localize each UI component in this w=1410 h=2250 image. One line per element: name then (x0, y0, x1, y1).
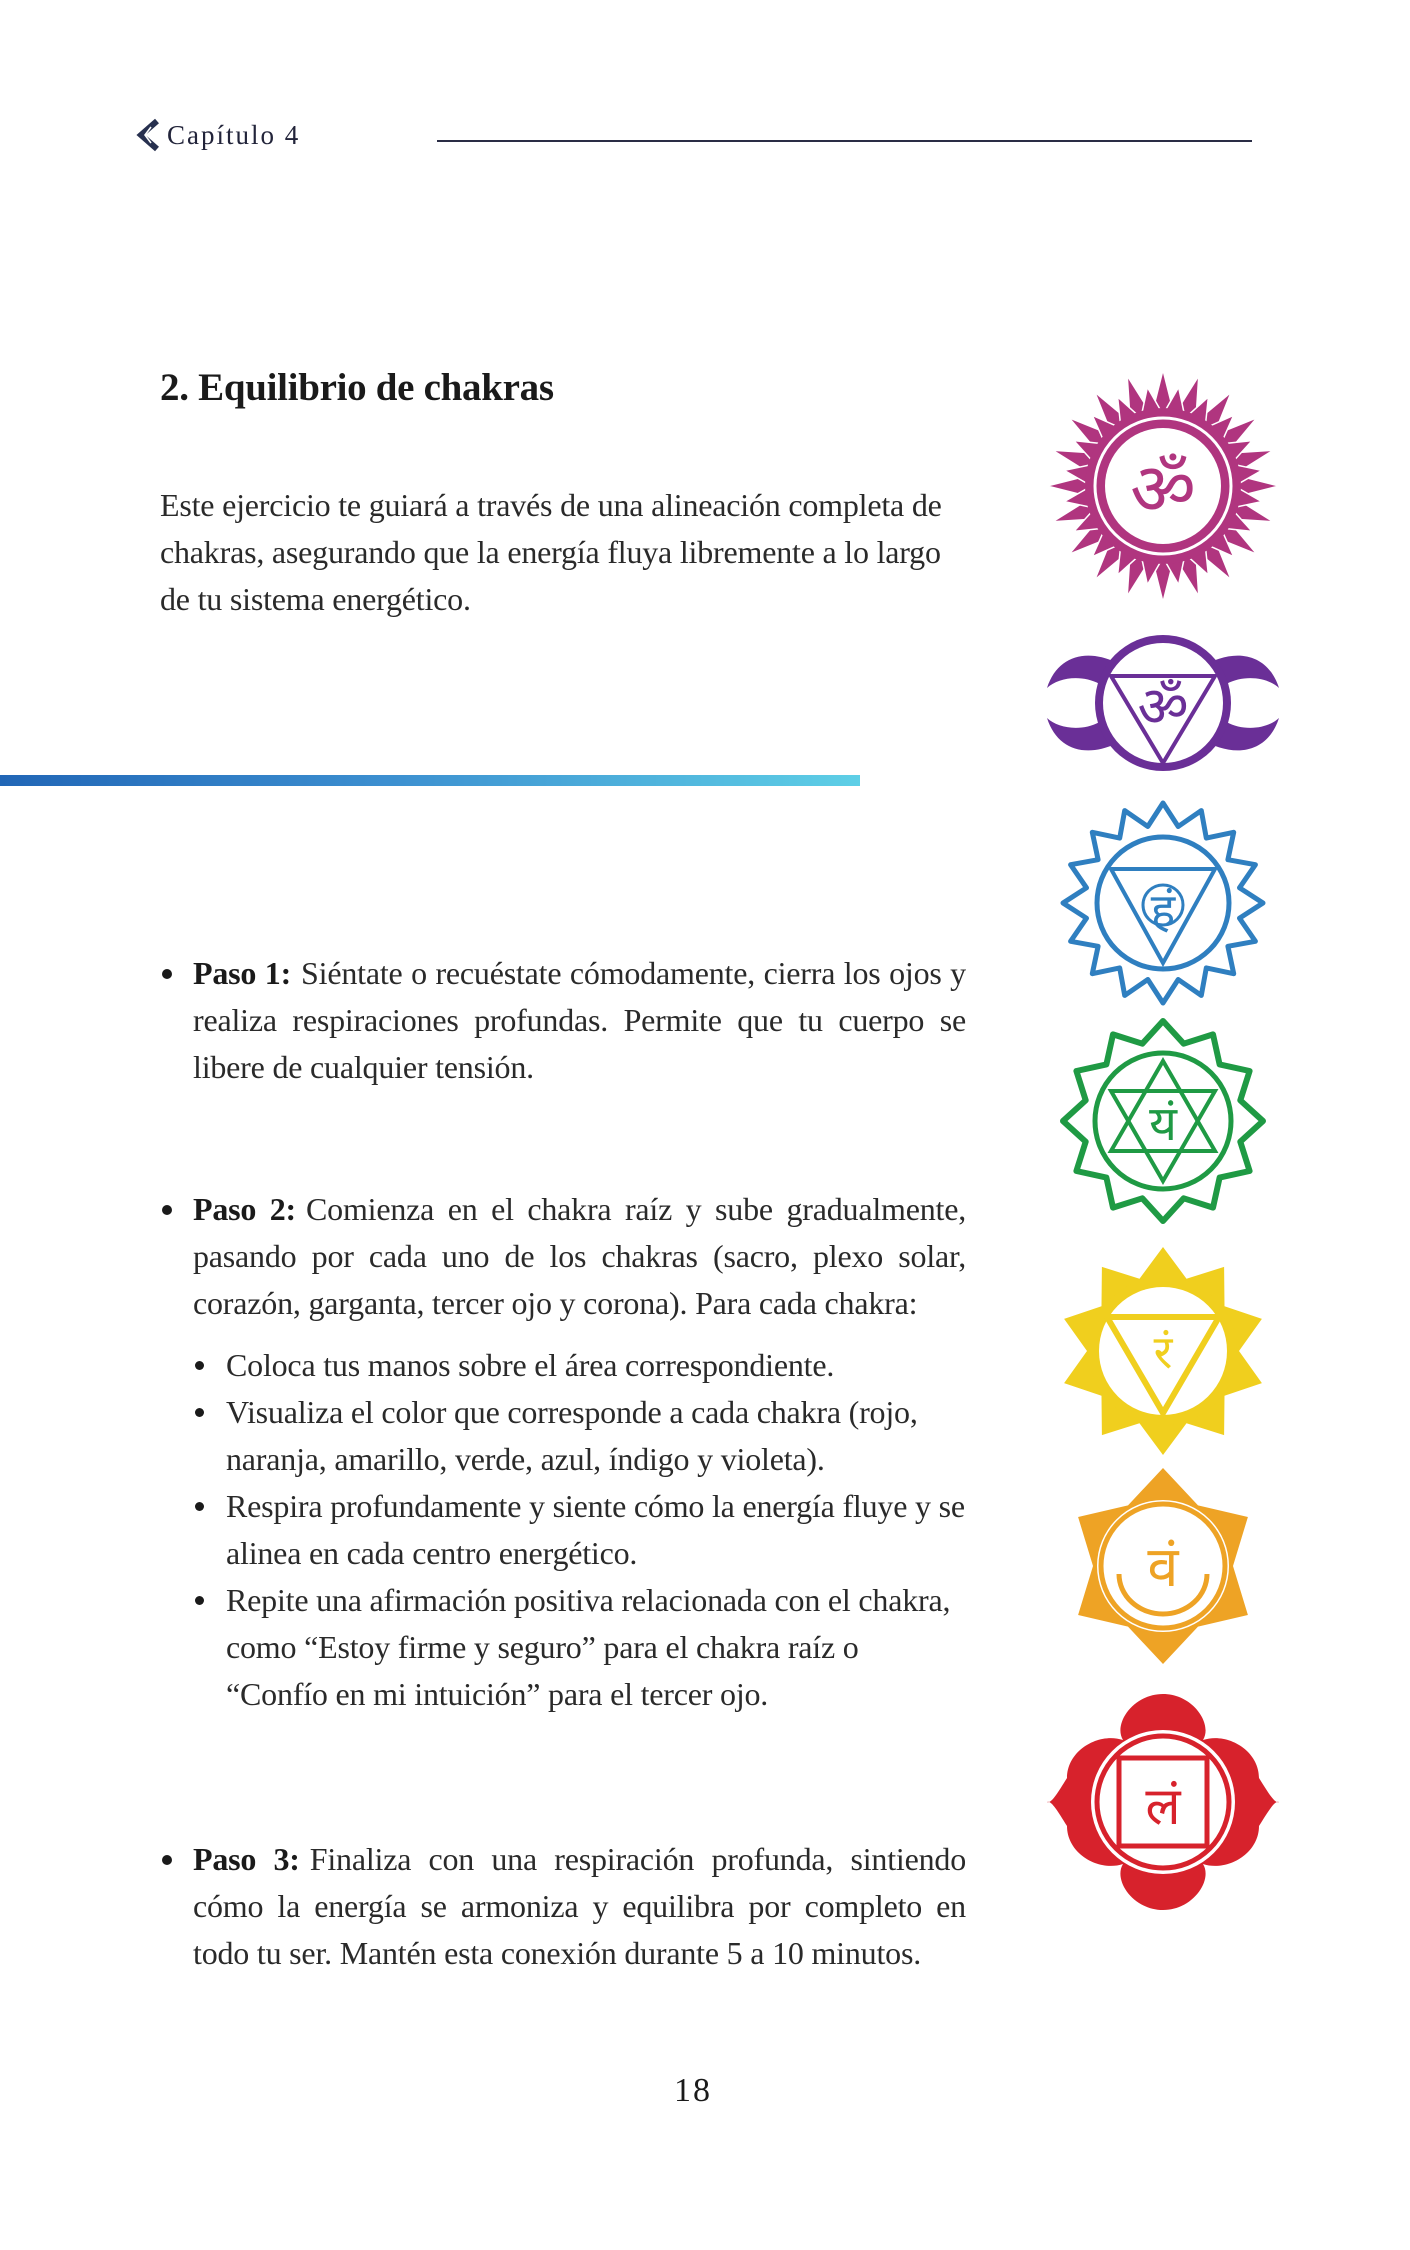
crown-glyph: ॐ (1130, 447, 1196, 531)
steps-list (160, 950, 966, 1977)
step-3 (160, 1836, 966, 1977)
step-2-label: Paso 2: (193, 1191, 297, 1227)
substep-1: Coloca tus manos sobre el área correspondiente. (193, 1342, 966, 1389)
root-chakra-icon (1043, 1684, 1283, 1914)
third-eye-glyph: ॐ (1137, 675, 1189, 740)
gradient-divider (0, 775, 860, 786)
throat-glyph: हं (1150, 883, 1176, 937)
step-2-substeps (193, 1342, 966, 1718)
section-title: 2. Equilibrio de chakras (160, 366, 554, 409)
page-number: 18 (674, 2072, 712, 2109)
intro-paragraph: Este ejercicio te guiará a través de una alineación completa de chakras, asegurando que la energía fluya libremente a lo largo de tu sistema energético. (160, 487, 942, 617)
header-divider (437, 140, 1252, 142)
step-2-text: Comienza en el chakra raíz y sube gradualmente, pasando por cada uno de los chakras (sacro, plexo solar, corazón, garganta, tercer ojo y corona). Para cada chakra: (193, 1191, 966, 1321)
step-3-label: Paso 3: (193, 1841, 300, 1877)
chapter-header (133, 118, 300, 152)
step-2 (160, 1186, 966, 1718)
solar-plexus-chakra-icon (1043, 1246, 1283, 1456)
root-glyph: लं (1145, 1777, 1181, 1837)
chevron-left-icon (133, 118, 163, 152)
crown-chakra-icon (1043, 366, 1283, 606)
substep-3: Respira profundamente y siente cómo la energía fluye y se alinea en cada centro energético. (193, 1483, 966, 1577)
step-1-text: Siéntate o recuéstate cómodamente, cierra los ojos y realiza respiraciones profundas. Permite que tu cuerpo se libere de cualquier tensión. (193, 955, 966, 1085)
step-1-label: Paso 1: (193, 955, 292, 991)
heart-glyph: यं (1149, 1096, 1177, 1152)
heart-chakra-icon (1043, 1016, 1283, 1226)
substep-2: Visualiza el color que corresponde a cada chakra (rojo, naranja, amarillo, verde, azul, índigo y violeta). (193, 1389, 966, 1483)
chakra-column (1043, 366, 1283, 1916)
third-eye-chakra-icon (1043, 628, 1283, 778)
sacral-chakra-icon (1043, 1466, 1283, 1666)
step-3-text: Finaliza con una respiración profunda, sintiendo cómo la energía se armoniza y equilibra por completo en todo tu ser. Mantén esta conexión durante 5 a 10 minutos. (193, 1841, 966, 1971)
solar-plexus-glyph: रं (1153, 1325, 1173, 1379)
chapter-label: Capítulo 4 (167, 119, 301, 150)
sacral-glyph: वं (1147, 1535, 1179, 1600)
step-1 (160, 950, 966, 1091)
substep-4: Repite una afirmación positiva relacionada con el chakra, como “Estoy firme y seguro” para el chakra raíz o “Confío en mi intuición” para el tercer ojo. (193, 1577, 966, 1718)
throat-chakra-icon (1043, 798, 1283, 1008)
